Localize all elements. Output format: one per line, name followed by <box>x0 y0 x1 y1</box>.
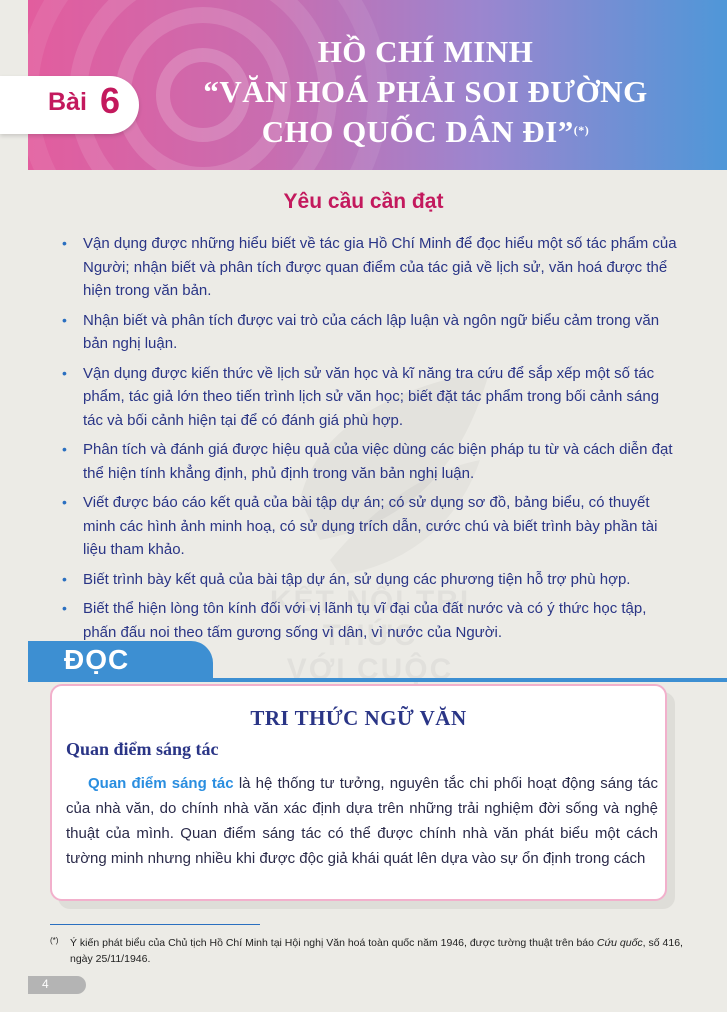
objectives-heading: Yêu cầu cần đạt <box>283 190 444 213</box>
bullet-icon: • <box>62 235 67 251</box>
objectives-list <box>62 232 677 650</box>
list-item <box>62 438 677 485</box>
title-footnote-mark: (*) <box>573 123 590 137</box>
knowledge-box <box>50 684 667 901</box>
title-line-2: “VĂN HOÁ PHẢI SOI ĐƯỜNG <box>203 74 648 109</box>
knowledge-term: Quan điểm sáng tác <box>88 775 234 792</box>
list-item <box>62 309 677 356</box>
bullet-icon: • <box>62 494 67 510</box>
knowledge-title: TRI THỨC NGỮ VĂN <box>250 706 467 730</box>
objective-text: Viết được báo cáo kết quả của bài tập dự án; có sử dụng sơ đồ, bảng biểu, có thuyết minh các hình ảnh minh hoạ, có sử dụng trích dẫn, cước chú và biết trình bày phần tài liệu tham khảo. <box>83 494 658 558</box>
footnote <box>50 935 700 967</box>
lesson-word: Bài <box>48 88 87 116</box>
objective-text: Vận dụng được kiến thức về lịch sử văn học và kĩ năng tra cứu để sắp xếp một số tác phẩm, tác giả lớn theo tiến trình lịch sử văn học; biết đặt tác phẩm trong bối cảnh sáng tác và bối cảnh hiện tại để có đánh giá phù hợp. <box>83 364 660 429</box>
bullet-icon: • <box>62 570 67 587</box>
objective-text: Biết thể hiện lòng tôn kính đối với vị lãnh tụ vĩ đại của đất nước và có ý thức học tập, phấn đấu noi theo tấm gương sống vì dân, vì nước của Người. <box>83 600 647 641</box>
section-divider <box>28 678 727 682</box>
page-number: 4 <box>42 977 49 991</box>
title-line-3-text: CHO QUỐC DÂN ĐI” <box>261 114 574 149</box>
list-item <box>62 491 677 562</box>
footnote-source: Cứu quốc <box>596 937 643 949</box>
bullet-icon: • <box>62 600 67 616</box>
footnote-mark: (*) <box>50 936 59 945</box>
lesson-title <box>128 32 723 152</box>
footnote-divider <box>50 924 260 925</box>
objective-text: Vận dụng được những hiểu biết về tác gia Hồ Chí Minh để đọc hiểu một số tác phẩm của Người; nhận biết và phân tích được quan điểm của tác giả về lịch sử, văn hoá được thể hiện trong văn bản. <box>83 235 677 299</box>
knowledge-paragraph <box>66 771 658 871</box>
lesson-number: 6 <box>100 80 121 121</box>
footnote-text-after: , số 416, ngày 25/11/1946. <box>70 937 683 965</box>
knowledge-subtitle: Quan điểm sáng tác <box>66 739 219 759</box>
list-item <box>62 597 677 644</box>
page-number-badge <box>28 976 86 994</box>
objective-text: Nhận biết và phân tích được vai trò của cách lập luận và ngôn ngữ biểu cảm trong văn bản nghị luận. <box>83 311 660 352</box>
lesson-badge <box>0 76 139 134</box>
section-label: ĐỌC <box>64 644 130 675</box>
knowledge-text: là hệ thống tư tưởng, nguyên tắc chi phối hoạt động sáng tác của nhà văn, do chính nhà văn xác định dựa trên những trải nghiệm đời sống và nghệ thuật của mình. Quan điểm sáng tác có thể được chính nhà văn phát biểu một cách tường minh nhưng nhiều khi được độc giả khái quát lên dựa vào sự ổn định trong cách <box>66 775 658 867</box>
footnote-text-before: Ý kiến phát biểu của Chủ tịch Hồ Chí Minh tại Hội nghị Văn hoá toàn quốc năm 1946, được tường thuật trên báo <box>70 937 597 949</box>
bullet-icon: • <box>62 311 67 328</box>
title-line-1: HỒ CHÍ MINH <box>317 34 534 69</box>
footnote-text <box>50 935 700 967</box>
list-item <box>62 362 677 433</box>
bullet-icon: • <box>62 441 67 457</box>
list-item <box>62 232 677 303</box>
objective-text: Biết trình bày kết quả của bài tập dự án, sử dụng các phương tiện hỗ trợ phù hợp. <box>83 570 631 588</box>
section-tab-read <box>28 641 213 681</box>
list-item <box>62 568 677 592</box>
bullet-icon: • <box>62 364 67 381</box>
knowledge-lead <box>66 771 658 871</box>
title-line-3 <box>128 112 723 152</box>
objective-text: Phân tích và đánh giá được hiệu quả của việc dùng các biện pháp tu từ và cách diễn đạt thể hiện tính khẳng định, phủ định trong văn bản nghị luận. <box>83 441 673 482</box>
